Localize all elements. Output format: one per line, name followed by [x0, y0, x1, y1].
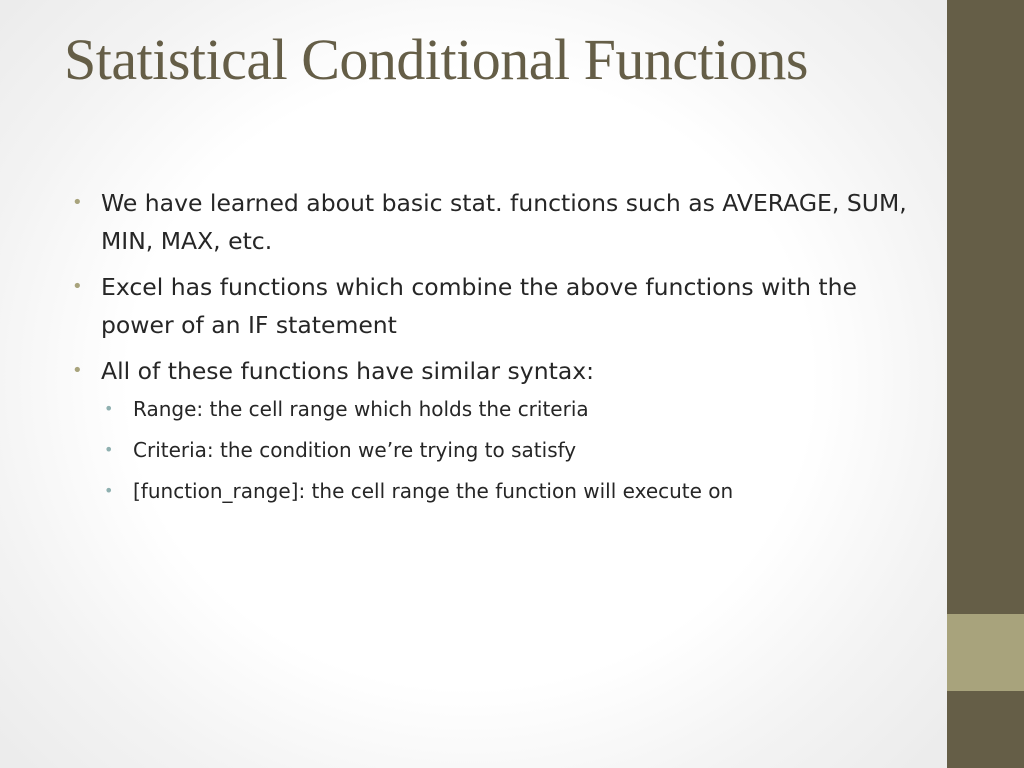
sub-bullet-icon: • — [104, 481, 114, 500]
bullet-item — [72, 352, 912, 390]
sub-bullet-list — [72, 390, 912, 510]
sub-bullet-item — [104, 472, 912, 510]
bullet-item — [72, 268, 912, 344]
bullet-icon: • — [72, 360, 83, 381]
sub-bullet-icon: • — [104, 399, 114, 418]
sub-bullet-item — [104, 431, 912, 469]
sidebar-accent-block — [947, 614, 1024, 691]
sub-bullet-text: Criteria: the condition we’re trying to satisfy — [133, 438, 577, 462]
sub-bullet-text: [function_range]: the cell range the function will execute on — [133, 479, 734, 503]
bullet-text: All of these functions have similar syntax: — [101, 357, 595, 385]
slide-title: Statistical Conditional Functions — [64, 27, 808, 92]
bullet-icon: • — [72, 276, 83, 297]
sub-bullet-icon: • — [104, 440, 114, 459]
bullet-text: Excel has functions which combine the above functions with the power of an IF statement — [101, 273, 857, 339]
bullet-item — [72, 184, 912, 260]
sub-bullet-text: Range: the cell range which holds the criteria — [133, 397, 589, 421]
sub-bullet-item — [104, 390, 912, 428]
bullet-list — [72, 184, 912, 513]
bullet-icon: • — [72, 192, 83, 213]
bullet-text: We have learned about basic stat. functions such as AVERAGE, SUM, MIN, MAX, etc. — [101, 189, 907, 255]
